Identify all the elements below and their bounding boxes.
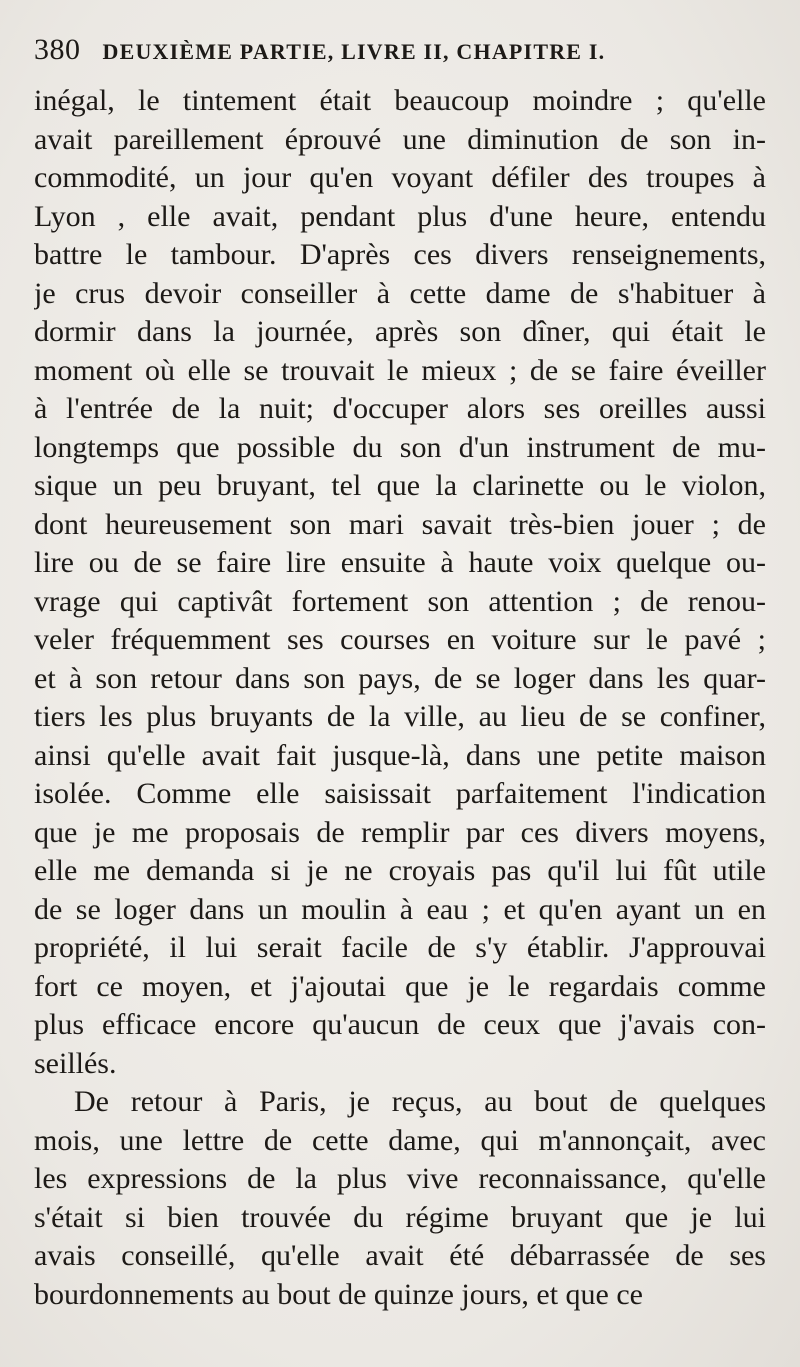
text-line: seillés. <box>34 1046 117 1080</box>
text-line: elle me demanda si je ne croyais pas qu'il lui fût utile <box>34 854 766 887</box>
running-title: DEUXIÈME PARTIE, LIVRE II, CHAPITRE I. <box>102 39 606 64</box>
text-line: s'était si bien trouvée du régime bruyant que je lui <box>34 1200 766 1234</box>
text-line: les expressions de la plus vive reconnaissance, qu'elle <box>34 1162 766 1195</box>
body-text <box>34 84 766 1316</box>
text-line: commodité, un jour qu'en voyant défiler des troupes à <box>34 161 766 194</box>
text-line: Lyon , elle avait, pendant plus d'une heure, entendu <box>34 199 766 233</box>
paragraph <box>34 84 766 1085</box>
paragraph <box>34 1085 766 1316</box>
text-line: je crus devoir conseiller à cette dame de s'habituer à <box>34 276 766 310</box>
text-line: sique un peu bruyant, tel que la clarinette ou le violon, <box>34 469 766 502</box>
text-line: dormir dans la journée, après son dîner, qui était le <box>34 315 766 348</box>
text-line: De retour à Paris, je reçus, au bout de quelques <box>74 1085 766 1118</box>
text-line: longtemps que possible du son d'un instrument de mu- <box>34 430 766 464</box>
text-line: battre le tambour. D'après ces divers renseignements, <box>34 238 766 271</box>
text-line: tiers les plus bruyants de la ville, au lieu de se confiner, <box>34 700 766 733</box>
text-line: lire ou de se faire lire ensuite à haute voix quelque ou- <box>34 546 766 579</box>
page-number: 380 <box>34 33 81 66</box>
text-line: mois, une lettre de cette dame, qui m'annonçait, avec <box>34 1123 766 1157</box>
text-line: bourdonnements au bout de quinze jours, et que ce <box>34 1277 643 1311</box>
text-line: dont heureusement son mari savait très-bien jouer ; de <box>34 507 766 541</box>
text-line: fort ce moyen, et j'ajoutai que je le regardais comme <box>34 969 766 1003</box>
text-line: ainsi qu'elle avait fait jusque-là, dans une petite maison <box>34 738 766 772</box>
text-line: inégal, le tintement était beaucoup moindre ; qu'elle <box>34 84 766 117</box>
text-line: moment où elle se trouvait le mieux ; de se faire éveiller <box>34 353 766 387</box>
text-line: plus efficace encore qu'aucun de ceux que j'avais con- <box>34 1008 766 1041</box>
text-line: propriété, il lui serait facile de s'y établir. J'approuvai <box>34 931 766 964</box>
text-line: vrage qui captivât fortement son attention ; de renou- <box>34 584 766 618</box>
text-line: veler fréquemment ses courses en voiture sur le pavé ; <box>34 623 766 656</box>
page-header <box>34 30 770 70</box>
text-line: de se loger dans un moulin à eau ; et qu'en ayant un en <box>34 892 766 926</box>
text-line: et à son retour dans son pays, de se loger dans les quar- <box>34 661 766 695</box>
text-line: isolée. Comme elle saisissait parfaitement l'indication <box>34 777 766 810</box>
text-line: que je me proposais de remplir par ces divers moyens, <box>34 815 766 849</box>
text-line: à l'entrée de la nuit; d'occuper alors ses oreilles aussi <box>34 392 766 425</box>
text-line: avais conseillé, qu'elle avait été débarrassée de ses <box>34 1239 766 1272</box>
text-line: avait pareillement éprouvé une diminution de son in- <box>34 122 766 156</box>
